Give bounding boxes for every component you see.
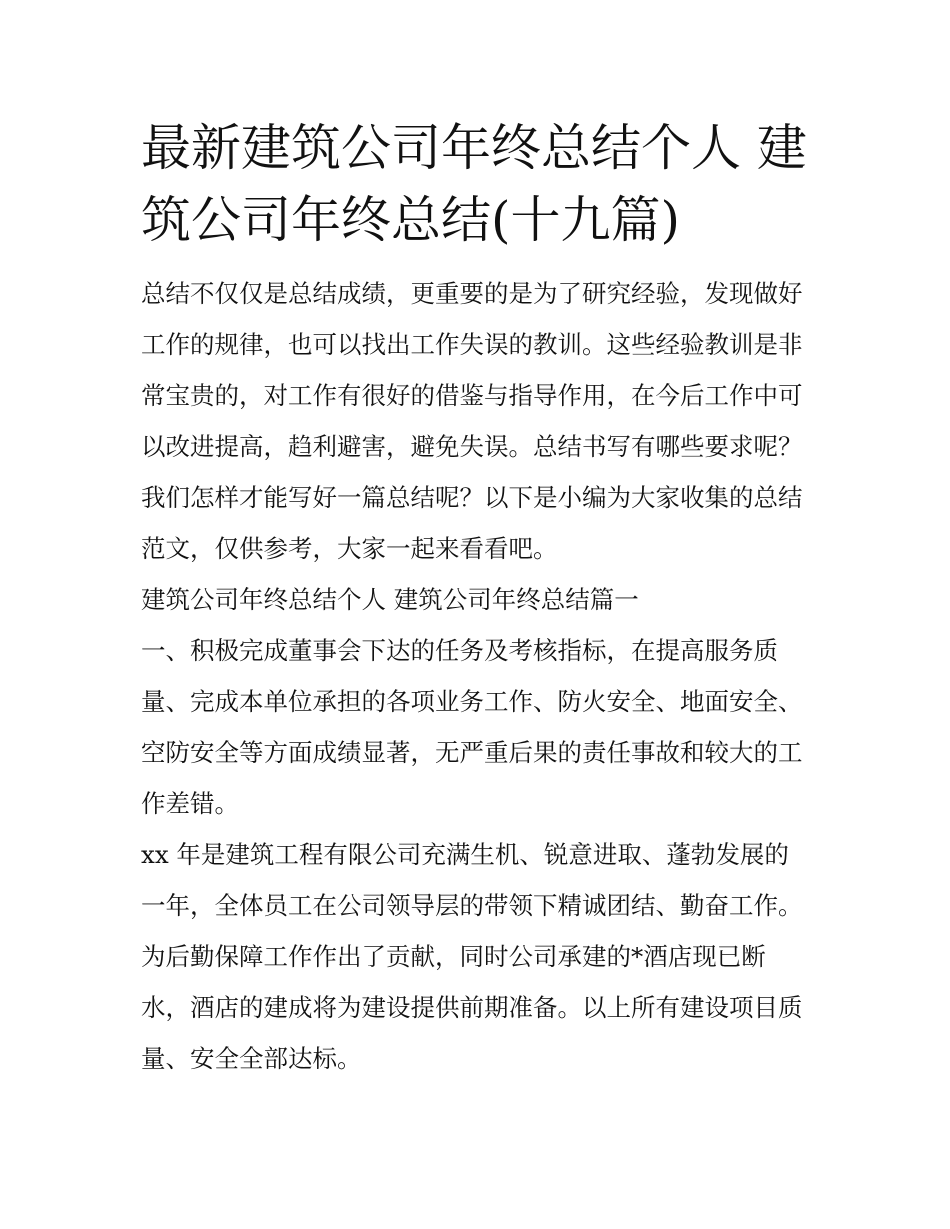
body-line: 量、完成本单位承担的各项业务工作、防火安全、地面安全、 bbox=[141, 687, 803, 716]
body-line: 常宝贵的，对工作有很好的借鉴与指导作用，在今后工作中可 bbox=[141, 381, 803, 410]
body-line: 范文，仅供参考，大家一起来看看吧。 bbox=[141, 534, 558, 563]
body-line: 作差错。 bbox=[141, 789, 239, 818]
body-line: 一、积极完成董事会下达的任务及考核指标，在提高服务质 bbox=[141, 636, 778, 665]
body-line: 为后勤保障工作作出了贡献，同时公司承建的*酒店现已断 bbox=[141, 942, 766, 971]
document-body bbox=[141, 268, 813, 1084]
body-line: 工作的规律，也可以找出工作失误的教训。这些经验教训是非 bbox=[141, 330, 803, 359]
title-line: 最新建筑公司年终总结个人 建 bbox=[141, 119, 807, 177]
body-line: 我们怎样才能写好一篇总结呢？以下是小编为大家收集的总结 bbox=[141, 483, 803, 512]
body-line: 水，酒店的建成将为建设提供前期准备。以上所有建设项目质 bbox=[141, 993, 803, 1022]
body-line: xx 年是建筑工程有限公司充满生机、锐意进取、蓬勃发展的 bbox=[141, 840, 789, 869]
body-line: 一年，全体员工在公司领导层的带领下精诚团结、勤奋工作。 bbox=[141, 891, 803, 920]
body-line: 量、安全全部达标。 bbox=[141, 1044, 362, 1073]
document-content bbox=[141, 112, 813, 1084]
title-line: 筑公司年终总结(十九篇) bbox=[141, 191, 681, 249]
body-line: 总结不仅仅是总结成绩，更重要的是为了研究经验，发现做好 bbox=[141, 279, 803, 308]
body-line: 空防安全等方面成绩显著，无严重后果的责任事故和较大的工 bbox=[141, 738, 803, 767]
document-title bbox=[141, 112, 813, 256]
body-line: 以改进提高，趋利避害，避免失误。总结书写有哪些要求呢？ bbox=[141, 432, 803, 461]
section-heading: 建筑公司年终总结个人 建筑公司年终总结篇一 bbox=[141, 585, 639, 614]
